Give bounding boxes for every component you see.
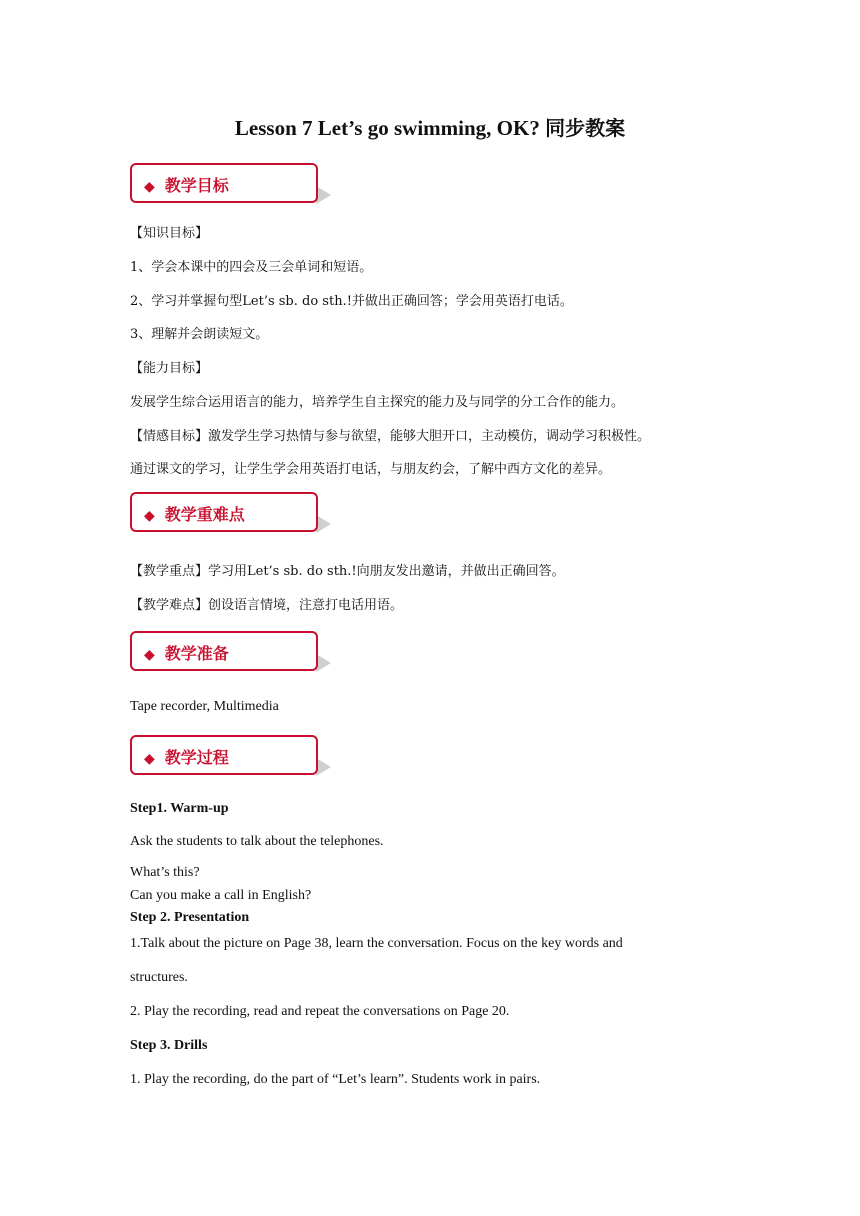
teaching-focus: 【教学重点】学习用Let’s sb. do sth.!向朋友发出邀请，并做出正确回答。 <box>130 564 565 579</box>
section-title: 教学目标 <box>164 176 229 195</box>
title-english: Lesson 7 Let’s go swimming, OK? <box>234 116 540 140</box>
knowledge-item-1: 1、学会本课中的四会及三会单词和短语。 <box>130 260 373 275</box>
knowledge-heading: 【知识目标】 <box>130 226 209 241</box>
knowledge-item-2: 2、学习并掌握句型Let’s sb. do sth.!并做出正确回答；学会用英语打电话。 <box>130 294 573 309</box>
page-title <box>0 112 860 141</box>
teaching-difficulty: 【教学难点】创设语言情境，注意打电话用语。 <box>130 598 404 613</box>
step1-line-a: Ask the students to talk about the telephones. <box>130 834 384 849</box>
step1-line-b: What’s this? <box>130 865 200 880</box>
step2-line-a2: structures. <box>130 970 188 985</box>
diamond-icon: ◆ <box>144 179 155 195</box>
section-tail-decoration <box>316 186 331 204</box>
step2-heading: Step 2. Presentation <box>130 910 250 925</box>
ability-text: 发展学生综合运用语言的能力，培养学生自主探究的能力及与同学的分工合作的能力。 <box>130 395 625 410</box>
section-header-preparation <box>130 631 318 671</box>
section-header-key-points <box>130 492 318 532</box>
step1-heading: Step1. Warm-up <box>130 801 229 816</box>
section-title: 教学过程 <box>164 748 229 767</box>
section-tail-decoration <box>316 758 331 776</box>
diamond-icon: ◆ <box>144 751 155 767</box>
preparation-text: Tape recorder, Multimedia <box>130 699 279 714</box>
step3-line-a: 1. Play the recording, do the part of “Let’s learn”. Students work in pairs. <box>130 1072 541 1087</box>
section-tail-decoration <box>316 654 331 672</box>
emotion-text: 【情感目标】激发学生学习热情与参与欲望，能够大胆开口，主动模仿，调动学习积极性。 <box>130 429 651 444</box>
section-title: 教学重难点 <box>164 505 245 524</box>
step1-line-c: Can you make a call in English? <box>130 888 312 903</box>
title-chinese: 同步教案 <box>545 116 626 140</box>
section-title: 教学准备 <box>164 644 229 663</box>
diamond-icon: ◆ <box>144 508 155 524</box>
step3-heading: Step 3. Drills <box>130 1038 208 1053</box>
step2-line-b: 2. Play the recording, read and repeat the conversations on Page 20. <box>130 1004 510 1019</box>
section-header-objectives <box>130 163 318 203</box>
section-tail-decoration <box>316 515 331 533</box>
diamond-icon: ◆ <box>144 647 155 663</box>
step2-line-a: 1.Talk about the picture on Page 38, learn the conversation. Focus on the key words and <box>130 936 623 951</box>
emotion-text-2: 通过课文的学习，让学生学会用英语打电话，与朋友约会，了解中西方文化的差异。 <box>130 462 612 477</box>
section-header-process <box>130 735 318 775</box>
ability-heading: 【能力目标】 <box>130 361 209 376</box>
knowledge-item-3: 3、理解并会朗读短文。 <box>130 327 269 342</box>
